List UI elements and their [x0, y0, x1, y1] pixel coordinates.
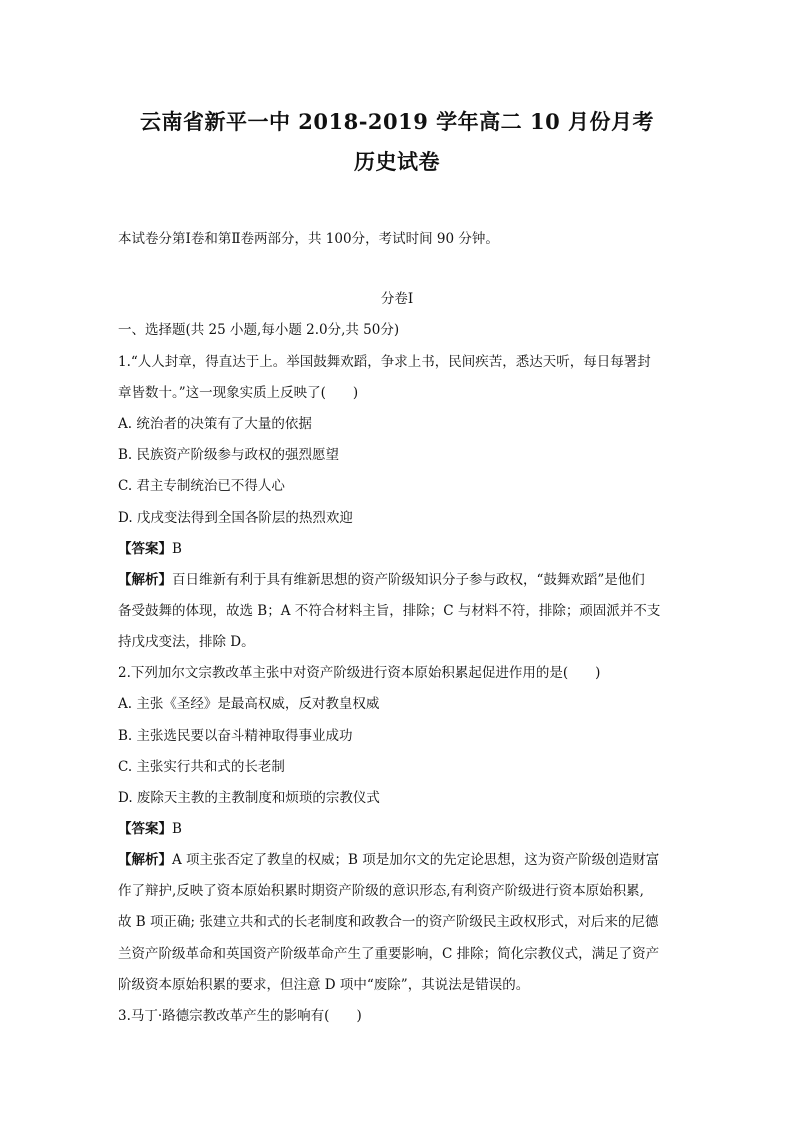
question-3-stem-line-1: 3.马丁·路德宗教改革产生的影响有( ) [118, 1008, 362, 1024]
question-2-stem-line-1: 2.下列加尔文宗教改革主张中对资产阶级进行资本原始积累起促进作用的是( ) [118, 665, 601, 681]
question-1-option-b: B. 民族资产阶级参与政权的强烈愿望 [118, 447, 340, 463]
exam-intro: 本试卷分第Ⅰ卷和第Ⅱ卷两部分，共 100分，考试时间 90 分钟。 [118, 231, 499, 247]
question-2-option-c: C. 主张实行共和式的长老制 [118, 759, 285, 775]
answer-label: 【答案】 [118, 541, 172, 557]
question-1-analysis-line-1 [118, 570, 688, 590]
question-1-answer [118, 539, 688, 559]
question-2-analysis-line-4: 兰资产阶级革命和英国资产阶级革命产生了重要影响，C 排除；简化宗教仪式，满足了资产 [118, 946, 660, 962]
answer-label: 【答案】 [118, 821, 172, 837]
question-2-analysis-line-1 [118, 850, 688, 870]
section-label: 分卷I [380, 291, 414, 307]
question-1-analysis-line-2: 备受鼓舞的体现，故选 B；A 不符合材料主旨，排除；C 与材料不符，排除；顽固派并不支 [118, 603, 661, 619]
question-2-option-b: B. 主张选民要以奋斗精神取得事业成功 [118, 728, 353, 744]
analysis-text: 百日维新有利于具有维新思想的资产阶级知识分子参与政权，“鼓舞欢蹈”是他们 [172, 572, 645, 588]
document-title: 云南省新平一中 2018-2019 学年高二 10 月份月考 [139, 109, 655, 134]
question-2-analysis-line-2: 作了辩护,反映了资本原始积累时期资产阶级的意识形态,有利资产阶级进行资本原始积累, [118, 883, 644, 899]
question-2-answer [118, 819, 688, 839]
question-1-analysis-line-3: 持戊戌变法，排除 D。 [118, 634, 255, 650]
question-2-option-a: A. 主张《圣经》是最高权威，反对教皇权威 [118, 696, 380, 712]
question-1-option-c: C. 君主专制统治已不得人心 [118, 478, 285, 494]
question-2-option-d: D. 废除天主教的主教制度和烦琐的宗教仪式 [118, 790, 380, 806]
analysis-text: A 项主张否定了教皇的权威；B 项是加尔文的先定论思想，这为资产阶级创造财富 [172, 852, 660, 868]
section-heading: 一、选择题(共 25 小题,每小题 2.0分,共 50分) [118, 322, 400, 338]
question-1-stem-line-2: 章皆数十。”这一现象实质上反映了( ) [118, 385, 359, 401]
question-1-stem-line-1: 1.“人人封章，得直达于上。举国鼓舞欢蹈，争求上书，民间疾苦，悉达天听，每日每署封 [118, 354, 651, 370]
document-subtitle: 历史试卷 [354, 149, 440, 174]
question-1-option-a: A. 统治者的决策有了大量的依据 [118, 416, 312, 432]
question-2-analysis-line-5: 阶级资本原始积累的要求，但注意 D 项中“废除”，其说法是错误的。 [118, 977, 530, 993]
question-1-option-d: D. 戊戌变法得到全国各阶层的热烈欢迎 [118, 510, 353, 526]
answer-value: B [172, 541, 182, 557]
analysis-label: 【解析】 [118, 572, 172, 588]
question-2-analysis-line-3: 故 B 项正确; 张建立共和式的长老制度和政教合一的资产阶级民主政权形式，对后来的尼德 [118, 914, 659, 930]
analysis-label: 【解析】 [118, 852, 172, 868]
answer-value: B [172, 821, 182, 837]
